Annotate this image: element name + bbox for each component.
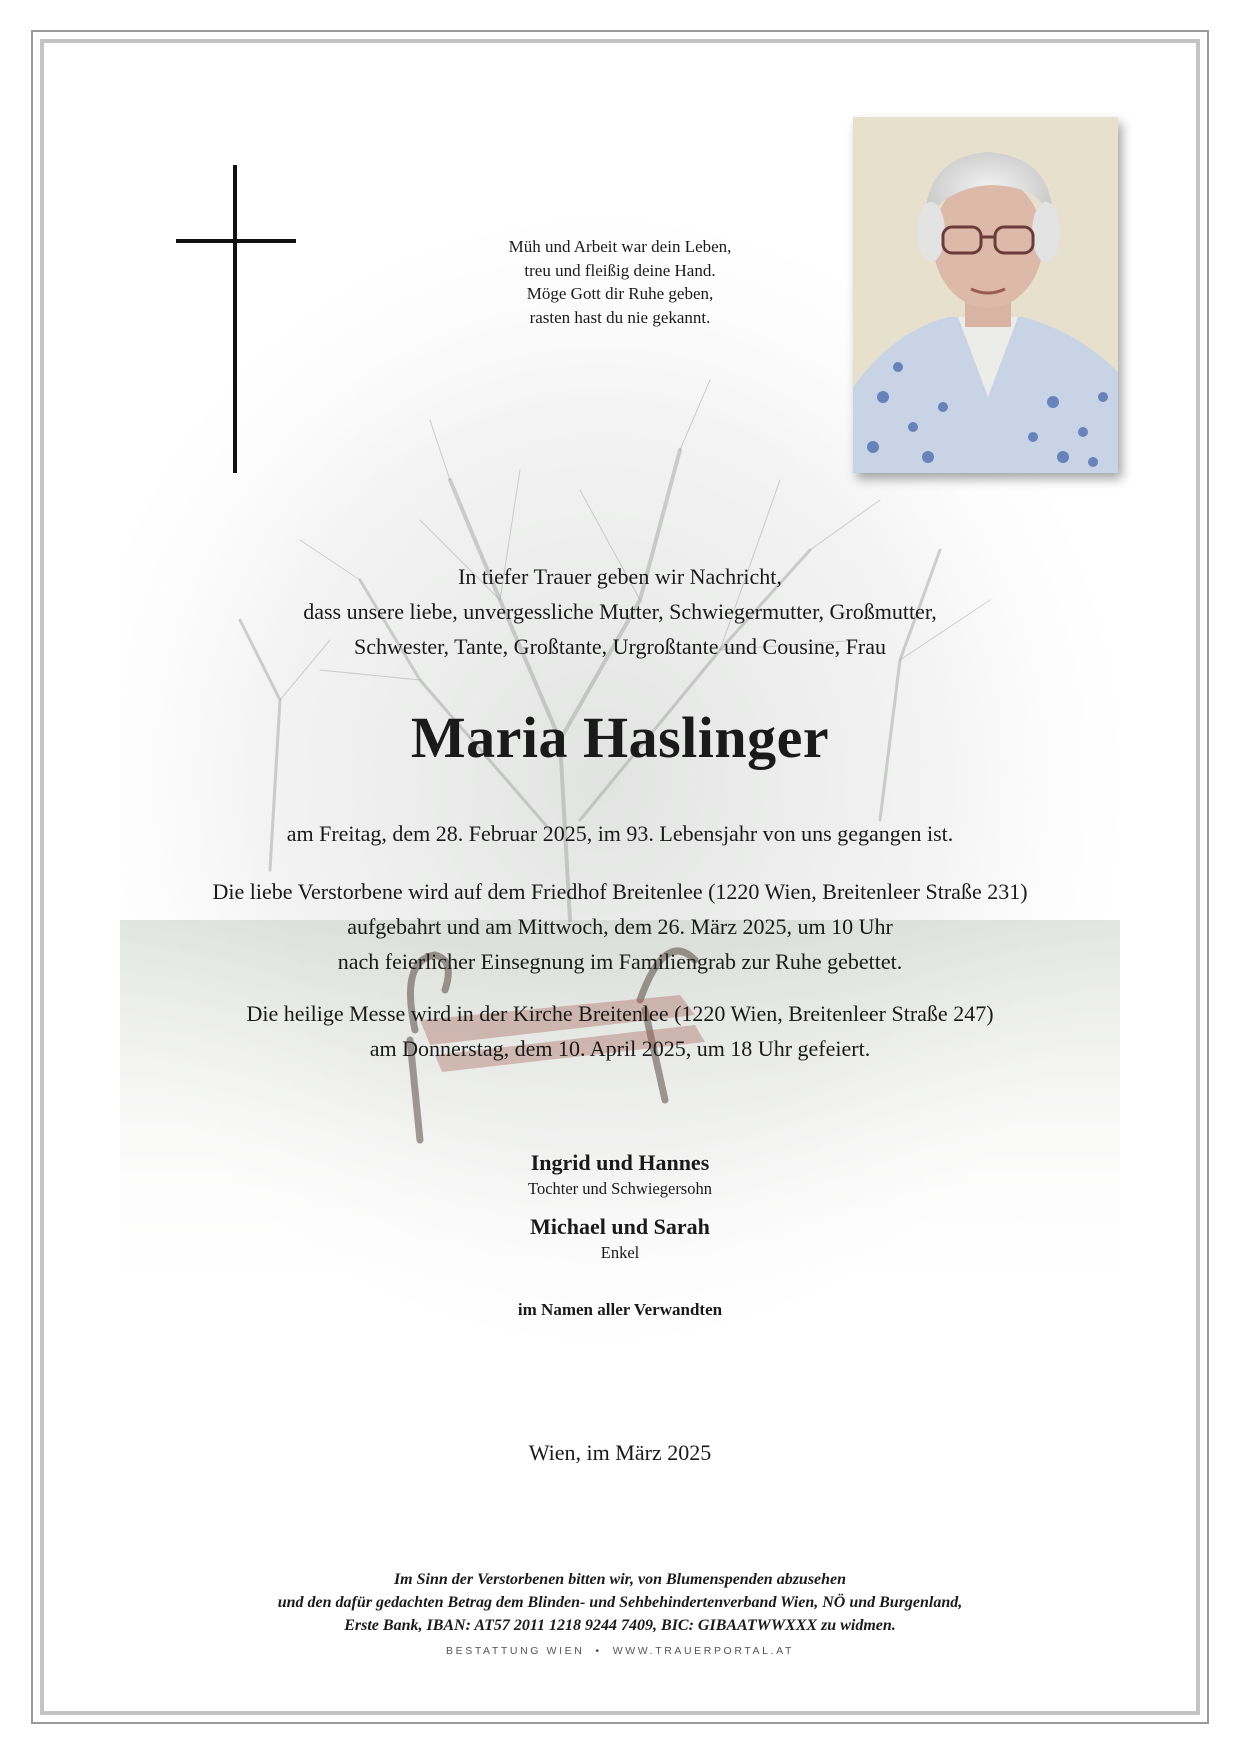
passing-date-text: am Freitag, dem 28. Februar 2025, im 93. Lebensjahr von uns gegangen ist. (286, 821, 954, 846)
latin-cross-icon (176, 165, 296, 473)
footer-imprint: BESTATTUNG WIEN • WWW.TRAUERPORTAL.AT (446, 1645, 794, 1657)
cross-horizontal-beam (176, 239, 296, 243)
mourner-relation: Enkel (600, 1243, 640, 1262)
mass-line: Die heilige Messe wird in der Kirche Breitenlee (1220 Wien, Breitenleer Straße 247) (246, 1001, 994, 1026)
burial-line: nach feierlicher Einsegnung im Familiengrab zur Ruhe gebettet. (337, 949, 903, 974)
poem-line: treu und fleißig deine Hand. (524, 260, 716, 280)
intro-line: In tiefer Trauer geben wir Nachricht, (458, 564, 782, 589)
mourners-list (120, 1148, 1120, 1276)
burial-info (120, 874, 1120, 979)
donation-request (120, 1568, 1120, 1637)
place-and-date: Wien, im März 2025 (528, 1440, 712, 1465)
on-behalf-text: im Namen aller Verwandten (517, 1300, 723, 1319)
donation-line: Im Sinn der Verstorbenen bitten wir, von Blumenspenden abzusehen (393, 1571, 847, 1588)
intro-text (120, 559, 1120, 664)
mourner-names: Michael und Sarah (530, 1214, 710, 1239)
mourner-names: Ingrid und Hannes (530, 1150, 710, 1175)
intro-line: Schwester, Tante, Großtante, Urgroßtante und Cousine, Frau (354, 634, 886, 659)
cross-vertical-beam (233, 165, 237, 473)
mass-line: am Donnerstag, dem 10. April 2025, um 18 Uhr gefeiert. (369, 1036, 871, 1061)
poem-line: Müh und Arbeit war dein Leben, (508, 237, 732, 256)
burial-line: Die liebe Verstorbene wird auf dem Friedhof Breitenlee (1220 Wien, Breitenleer Straße 231) (212, 879, 1028, 904)
mass-info (120, 996, 1120, 1066)
intro-line: dass unsere liebe, unvergessliche Mutter, Schwiegermutter, Großmutter, (303, 599, 937, 624)
mourner-relation: Tochter und Schwiegersohn (528, 1179, 712, 1198)
deceased-name: Maria Haslinger (410, 705, 830, 770)
poem-line: Möge Gott dir Ruhe geben, (526, 284, 714, 303)
burial-line: aufgebahrt und am Mittwoch, dem 26. März 2025, um 10 Uhr (347, 914, 893, 939)
donation-line: Erste Bank, IBAN: AT57 2011 1218 9244 7409, BIC: GIBAATWWXXX zu widmen. (344, 1617, 896, 1634)
portrait-photo (853, 117, 1118, 473)
poem-line: rasten hast du nie gekannt. (529, 307, 711, 327)
memorial-poem (380, 235, 860, 329)
donation-line: und den dafür gedachten Betrag dem Blinden- und Sehbehindertenverband Wien, NÖ und Burgenland, (277, 1594, 963, 1611)
